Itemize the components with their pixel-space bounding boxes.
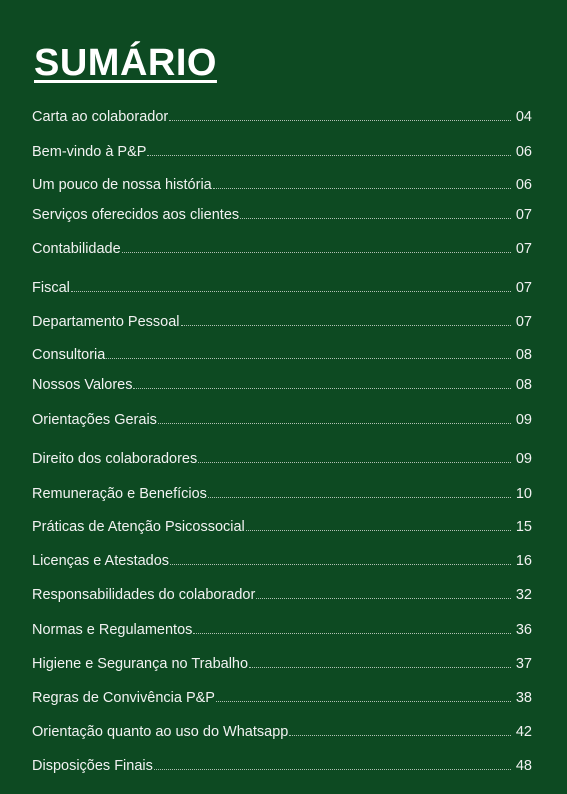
toc-entry-page: 16 <box>515 552 532 569</box>
toc-dot-leader <box>71 290 511 292</box>
toc-entry-label: Fiscal <box>32 279 70 296</box>
toc-dot-leader <box>158 422 511 424</box>
toc-entry-label: Responsabilidades do colaborador <box>32 586 256 603</box>
toc-entry[interactable] <box>32 651 532 671</box>
toc-entry-page: 07 <box>515 279 532 296</box>
toc-dot-leader <box>170 563 511 565</box>
toc-entry-label: Um pouco de nossa história <box>32 176 212 193</box>
toc-dot-leader <box>193 632 511 634</box>
toc-entry[interactable] <box>32 202 532 222</box>
toc-dot-leader <box>106 357 511 359</box>
toc-entry-page: 09 <box>515 411 532 428</box>
toc-entry-page: 06 <box>515 176 532 193</box>
toc-dot-leader <box>208 496 511 498</box>
toc-entry[interactable] <box>32 719 532 739</box>
toc-entry-page: 36 <box>515 621 532 638</box>
toc-entry-label: Departamento Pessoal <box>32 313 180 330</box>
toc-entry[interactable] <box>32 514 532 534</box>
toc-entry-page: 32 <box>515 586 532 603</box>
toc-dot-leader <box>198 461 511 463</box>
toc-entry[interactable] <box>32 481 532 501</box>
toc-entry-page: 07 <box>515 206 532 223</box>
toc-entry[interactable] <box>32 275 532 295</box>
toc-entry-page: 07 <box>515 313 532 330</box>
toc-entry-page: 06 <box>515 143 532 160</box>
toc-entry-label: Carta ao colaborador <box>32 108 169 125</box>
toc-entry-label: Orientações Gerais <box>32 411 157 428</box>
toc-entry-label: Normas e Regulamentos <box>32 621 193 638</box>
toc-entry[interactable] <box>32 342 532 362</box>
toc-dot-leader <box>147 154 511 156</box>
toc-entry[interactable] <box>32 446 532 466</box>
toc-entry-label: Remuneração e Benefícios <box>32 485 207 502</box>
toc-dot-leader <box>181 324 512 326</box>
toc-entry-page: 04 <box>515 108 532 125</box>
toc-entry-page: 42 <box>515 723 532 740</box>
toc-entry-page: 15 <box>515 518 532 535</box>
toc-entry-page: 48 <box>515 757 532 774</box>
toc-dot-leader <box>133 387 511 389</box>
toc-entry-page: 08 <box>515 346 532 363</box>
toc-dot-leader <box>213 187 511 189</box>
toc-entry-page: 07 <box>515 240 532 257</box>
toc-dot-leader <box>240 217 511 219</box>
toc-entry-page: 38 <box>515 689 532 706</box>
toc-entry-label: Nossos Valores <box>32 376 133 393</box>
toc-entry-label: Consultoria <box>32 346 106 363</box>
toc-entry[interactable] <box>32 172 532 192</box>
toc-entry[interactable] <box>32 236 532 256</box>
toc-entry[interactable] <box>32 309 532 329</box>
toc-entry[interactable] <box>32 548 532 568</box>
toc-dot-leader <box>122 251 511 253</box>
toc-dot-leader <box>249 666 511 668</box>
toc-entry-label: Direito dos colaboradores <box>32 450 198 467</box>
toc-entry[interactable] <box>32 104 532 124</box>
toc-entry[interactable] <box>32 617 532 637</box>
toc-entry[interactable] <box>32 685 532 705</box>
toc-entry-label: Serviços oferecidos aos clientes <box>32 206 240 223</box>
toc-entry[interactable] <box>32 753 532 773</box>
toc-entry-page: 37 <box>515 655 532 672</box>
toc-entry[interactable] <box>32 407 532 427</box>
toc-entry[interactable] <box>32 139 532 159</box>
toc-dot-leader <box>169 119 511 121</box>
toc-entry-page: 10 <box>515 485 532 502</box>
toc-entry-label: Disposições Finais <box>32 757 153 774</box>
toc-entry[interactable] <box>32 582 532 602</box>
toc-dot-leader <box>289 734 511 736</box>
toc-dot-leader <box>216 700 511 702</box>
toc-entry-page: 08 <box>515 376 532 393</box>
toc-dot-leader <box>246 529 511 531</box>
toc-entry-label: Práticas de Atenção Psicossocial <box>32 518 245 535</box>
toc-entry-label: Contabilidade <box>32 240 121 257</box>
toc-entry[interactable] <box>32 372 532 392</box>
toc-dot-leader <box>256 597 511 599</box>
toc-dot-leader <box>154 768 511 770</box>
toc-entry-label: Bem-vindo à P&P <box>32 143 147 160</box>
page-title: SUMÁRIO <box>34 42 217 84</box>
toc-entry-label: Orientação quanto ao uso do Whatsapp <box>32 723 289 740</box>
toc-entry-label: Licenças e Atestados <box>32 552 170 569</box>
toc-entry-page: 09 <box>515 450 532 467</box>
toc-entry-label: Regras de Convivência P&P <box>32 689 215 706</box>
toc-entry-label: Higiene e Segurança no Trabalho <box>32 655 249 672</box>
